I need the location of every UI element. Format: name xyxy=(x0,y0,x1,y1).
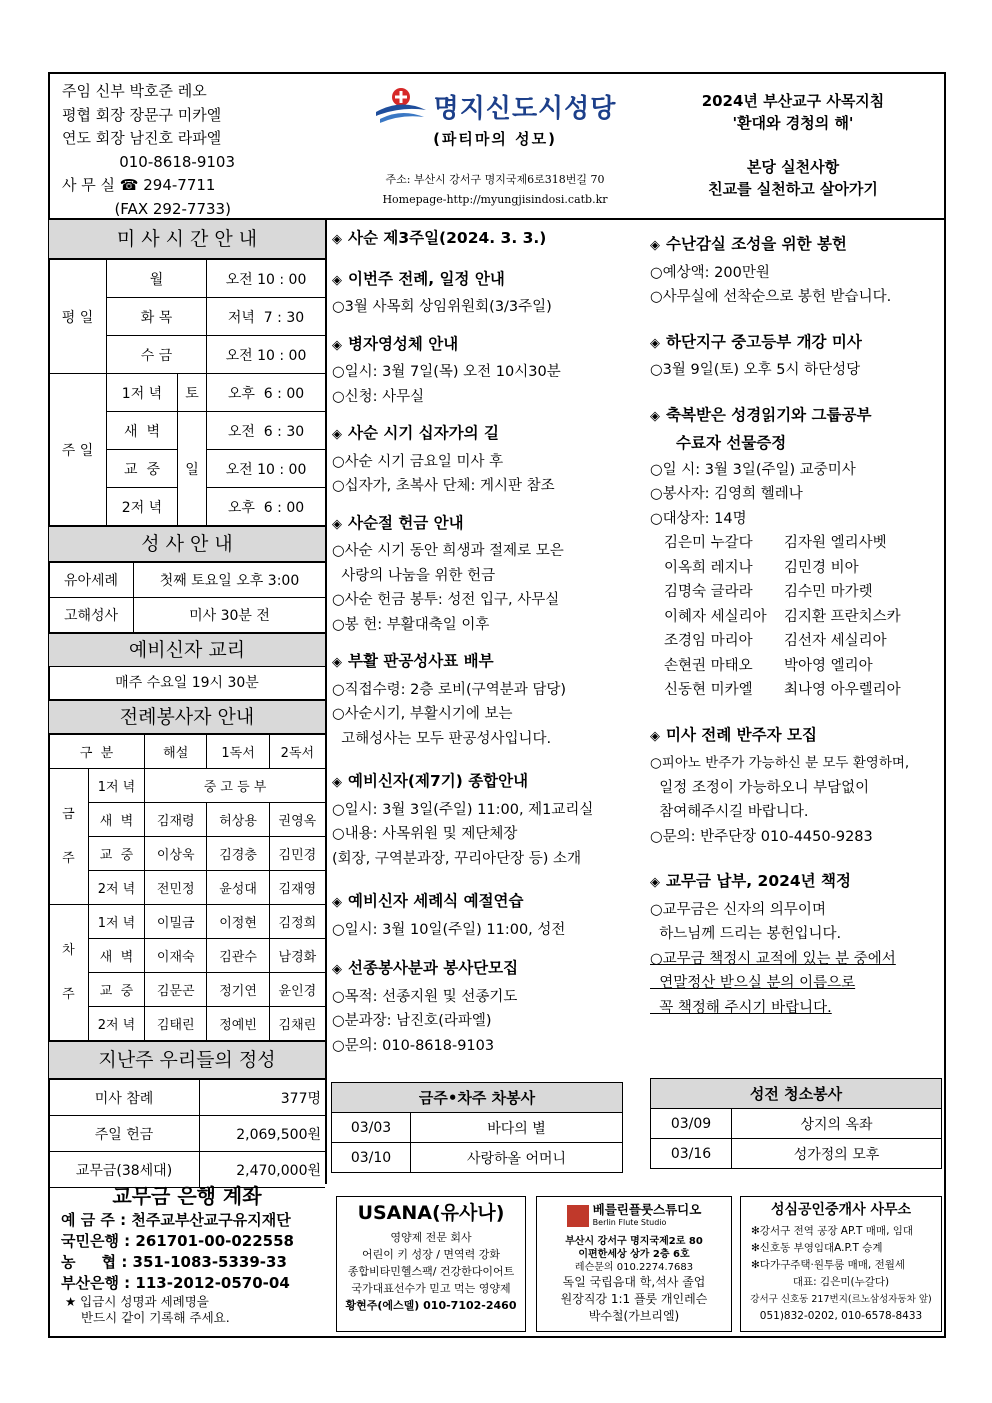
diamond-icon: ◈ xyxy=(332,232,342,247)
table-cell: 이재숙 xyxy=(145,939,207,973)
table-row xyxy=(49,1080,325,1116)
column-divider xyxy=(325,220,327,1184)
table-row xyxy=(49,871,325,905)
notice-line: ○내용: 사목위원 및 제단체장 xyxy=(332,826,518,842)
table-cell: 바다의 별 xyxy=(411,1113,623,1143)
table-cell: 권영옥 xyxy=(269,803,325,837)
catechumen-title: 예비신자 교리 xyxy=(49,633,325,667)
table-row xyxy=(332,1113,623,1143)
table-cell: 오전 10 : 00 xyxy=(207,336,326,374)
ad-line: 강서구 신호동 217번지(르노삼성자동차 앞) xyxy=(750,1294,932,1305)
list-item: 김은미 누갈다 김자원 엘리사벳 xyxy=(664,535,887,551)
staff-line: 연도 회장 남진호 라파엘 xyxy=(62,129,222,147)
table-cell: 미사 30분 전 xyxy=(134,598,326,633)
list-item: 이혜자 세실리아 김지환 프란치스카 xyxy=(664,608,901,625)
table-cell: 김채린 xyxy=(269,1007,325,1041)
table-cell: 1저 녁 xyxy=(88,769,144,803)
table-cell: 김태린 xyxy=(145,1007,207,1041)
table-cell: 김경충 xyxy=(207,837,269,871)
church-subtitle: (파티마의 성모) xyxy=(433,130,557,148)
notice-line: ○사순 헌금 봉투: 성전 입구, 사무실 xyxy=(332,592,560,608)
table-cell: 윤인경 xyxy=(269,973,325,1007)
list-item: 김명숙 글라라 김수민 마가렛 xyxy=(664,584,873,600)
ad-line: ✻다가구주택·원투룸 매매, 전월세 xyxy=(751,1259,906,1271)
diamond-icon: ◈ xyxy=(650,335,660,351)
notice-line: ○피아노 반주가 가능하신 분 모두 환영하며, xyxy=(650,755,910,771)
table-cell: 교 중 xyxy=(88,837,144,871)
notice-line: ○교무금은 신자의 의무이며 xyxy=(650,901,826,918)
table-cell: 03/16 xyxy=(651,1139,732,1169)
offerings-table xyxy=(49,1079,325,1188)
catechumen-schedule: 매주 수요일 19시 30분 xyxy=(49,667,325,700)
notice-line: ○봉사자: 김영희 헬레나 xyxy=(650,486,803,502)
table-cell: 김재령 xyxy=(145,803,207,837)
notice-line: 사랑의 나눔을 위한 헌금 xyxy=(332,567,496,584)
table-cell: 화 목 xyxy=(107,298,207,336)
table-cell: 첫째 토요일 오후 3:00 xyxy=(134,563,326,598)
table-cell: 오전 10 : 00 xyxy=(207,450,326,488)
notice-line: 일정 조정이 가능하오니 부담없이 xyxy=(650,779,870,796)
notice-line: ○사순 시기 동안 희생과 절제로 모은 xyxy=(332,543,564,559)
notice-line: ○직접수령: 2층 로비(구역분과 담당) xyxy=(332,681,566,698)
table-row xyxy=(651,1109,942,1139)
table-cell: 김관수 xyxy=(207,939,269,973)
section-heading: ◈ 부활 판공성사표 배부 xyxy=(332,652,494,670)
notice-line-underlined: 연말정산 받으실 분의 이름으로 xyxy=(650,975,856,991)
notice-line: 고해성사는 모두 판공성사입니다. xyxy=(332,730,552,747)
section-heading: ◈ 예비신자 세례식 예절연습 xyxy=(332,892,524,910)
table-cell: 이상욱 xyxy=(145,837,207,871)
table-cell: 토 xyxy=(178,374,207,412)
weekday-label: 평 일 xyxy=(49,260,107,374)
guideline-line: 본당 실천사항 xyxy=(746,158,840,176)
table-cell: 김문곤 xyxy=(145,973,207,1007)
table-row xyxy=(49,837,325,871)
ad-line: 레슨문의 010.2274.7683 xyxy=(574,1262,694,1273)
sacraments-title: 성 사 안 내 xyxy=(49,526,325,562)
table-cell: 미사 참례 xyxy=(49,1080,200,1116)
sunday-date-heading: ◈ 사순 제3주일(2024. 3. 3.) xyxy=(332,229,547,247)
middle-column xyxy=(332,226,642,1058)
diamond-icon: ◈ xyxy=(332,516,342,532)
notice-line: ○대상자: 14명 xyxy=(650,510,747,527)
mass-schedule-title: 미 사 시 간 안 내 xyxy=(49,220,325,259)
table-cell: 저녁 7 : 30 xyxy=(207,298,326,336)
table-row xyxy=(49,803,325,837)
sacraments-table xyxy=(49,562,325,633)
table-row xyxy=(49,1152,325,1188)
table-cell: 중 고 등 부 xyxy=(145,769,325,803)
diamond-icon: ◈ xyxy=(332,895,342,910)
list-item: 손현권 마태오 박아영 엘리아 xyxy=(664,657,873,674)
flute-studio-logo-icon xyxy=(567,1205,589,1227)
table-cell: 김민경 xyxy=(269,837,325,871)
table-cell: 1저 녁 xyxy=(107,374,178,412)
notice-line: ○문의: 010-8618-9103 xyxy=(332,1037,495,1054)
table-cell: 2,470,000원 xyxy=(200,1152,326,1188)
staff-line: 010-8618-9103 xyxy=(62,152,236,171)
usana-ad xyxy=(336,1196,526,1332)
church-address: 주소: 부산시 강서구 명지국제6로318번길 70 xyxy=(385,173,605,186)
guideline-line: '환대와 경청의 해' xyxy=(732,114,854,132)
ad-title: USANA(유사나) xyxy=(357,1202,505,1224)
bank-note: ★ 입금시 성명과 세례명을 xyxy=(65,1294,209,1309)
table-row xyxy=(49,735,325,769)
servers-table xyxy=(49,734,325,1041)
diamond-icon: ◈ xyxy=(332,427,342,442)
table-cell: 03/03 xyxy=(332,1113,411,1143)
notice-line: (회장, 구역분과장, 꾸리아단장 등) 소개 xyxy=(332,850,582,867)
table-row xyxy=(49,973,325,1007)
table-row xyxy=(49,260,325,298)
table-row xyxy=(49,939,325,973)
table-row xyxy=(49,563,325,598)
staff-line: (FAX 292-7733) xyxy=(62,199,231,218)
notice-line: ○3월 9일(토) 오후 5시 하단성당 xyxy=(650,362,861,378)
table-cell: 성가정의 모후 xyxy=(732,1139,942,1169)
notice-line: ○사순 시기 금요일 미사 후 xyxy=(332,453,504,470)
table-cell: 정예빈 xyxy=(207,1007,269,1041)
car-service-table xyxy=(331,1082,623,1173)
mass-schedule-table xyxy=(49,259,325,526)
table-cell: 일 xyxy=(178,412,207,526)
section-heading: ◈ 수난감실 조성을 위한 봉헌 xyxy=(650,235,847,253)
table-cell: 교 중 xyxy=(107,450,178,488)
table-cell: 03/10 xyxy=(332,1143,411,1173)
table-cell: 교무금(38세대) xyxy=(49,1152,200,1188)
ad-line: 국가대표선수가 믿고 먹는 영양제 xyxy=(351,1282,511,1295)
table-header: 해설 xyxy=(145,735,207,769)
diamond-icon: ◈ xyxy=(650,408,660,424)
bank-line: 부산은행 : 113-2012-0570-04 xyxy=(61,1274,290,1292)
ad-line: 어린이 키 성장 / 면역력 강화 xyxy=(361,1248,501,1261)
table-cell: 상지의 옥좌 xyxy=(732,1109,942,1139)
section-heading: ◈ 예비신자(제7기) 종합안내 xyxy=(332,772,529,790)
header-church xyxy=(330,80,660,206)
diamond-icon: ◈ xyxy=(332,337,342,353)
notice-line-underlined: ○교무금 책정시 교적에 있는 분 중에서 xyxy=(650,950,896,967)
ad-line: 박수철(가브리엘) xyxy=(588,1309,680,1323)
table-cell: 사랑하올 어머니 xyxy=(411,1143,623,1173)
section-heading: ◈ 교무금 납부, 2024년 책정 xyxy=(650,872,852,890)
diamond-icon: ◈ xyxy=(332,272,342,288)
table-cell: 새 벽 xyxy=(88,939,144,973)
offerings-title: 지난주 우리들의 정성 xyxy=(49,1041,325,1079)
table-cell: 김정희 xyxy=(269,905,325,939)
bank-line: 농 협 : 351-1083-5339-33 xyxy=(61,1253,287,1271)
table-header: 구 분 xyxy=(49,735,145,769)
table-cell: 오후 6 : 00 xyxy=(207,488,326,526)
section-heading: ◈ 하단지구 중고등부 개강 미사 xyxy=(650,332,862,351)
notice-line-underlined: 꼭 책정해 주시기 바랍니다. xyxy=(650,999,832,1016)
table-row xyxy=(49,905,325,939)
ad-line: ✻신호동 부영임대A.P.T 승계 xyxy=(751,1242,883,1254)
staff-line: 주임 신부 박호준 레오 xyxy=(62,82,207,100)
diamond-icon: ◈ xyxy=(332,775,342,790)
section-heading: ◈ 사순 시기 십자가의 길 xyxy=(332,424,499,442)
table-title: 성전 청소봉사 xyxy=(651,1079,942,1109)
table-cell: 오전 10 : 00 xyxy=(207,260,326,298)
cleaning-service-table xyxy=(650,1078,942,1169)
table-title: 금주•차주 차봉사 xyxy=(332,1083,623,1113)
table-cell: 주일 헌금 xyxy=(49,1116,200,1152)
table-cell: 이밀금 xyxy=(145,905,207,939)
right-column xyxy=(650,232,942,1020)
bank-line: 국민은행 : 261701-00-022558 xyxy=(61,1232,294,1250)
church-logo-icon xyxy=(374,86,428,126)
section-heading-cont: 수료자 선물증정 xyxy=(676,434,787,452)
section-heading: ◈ 사순절 헌금 안내 xyxy=(332,513,464,532)
notice-line: ○분과장: 남진호(라파엘) xyxy=(332,1013,492,1029)
table-cell: 남경화 xyxy=(269,939,325,973)
notice-line: ○일시: 3월 7일(목) 오전 10시30분 xyxy=(332,364,561,380)
recipient-list xyxy=(650,531,942,703)
table-cell: 교 중 xyxy=(88,973,144,1007)
table-row xyxy=(651,1079,942,1109)
notice-line: ○십자가, 초복사 단체: 게시판 참조 xyxy=(332,478,555,494)
ad-line: 독일 국립음대 학,석사 졸업 xyxy=(562,1275,706,1289)
bank-line: 예 금 주 : 천주교부산교구유지재단 xyxy=(61,1211,291,1229)
ad-line: 원장직강 1:1 플룻 개인레슨 xyxy=(560,1292,708,1306)
section-heading: ◈ 이번주 전례, 일정 안내 xyxy=(332,269,505,288)
table-cell: 고해성사 xyxy=(49,598,134,633)
section-heading: ◈ 선종봉사분과 봉사단모집 xyxy=(332,959,519,977)
sunday-label: 주 일 xyxy=(49,374,107,526)
notice-line: 하느님께 드리는 봉헌입니다. xyxy=(650,926,842,942)
table-row xyxy=(49,374,325,412)
table-cell: 이정현 xyxy=(207,905,269,939)
ad-line: 부산시 강서구 명지국제2로 80 xyxy=(565,1236,703,1247)
notice-line: ○일 시: 3월 3일(주일) 교중미사 xyxy=(650,461,856,478)
notice-line: ○신청: 사무실 xyxy=(332,388,425,405)
list-item: 조경임 마리아 김선자 세실리아 xyxy=(664,633,887,649)
notice-line: ○봉 헌: 부활대축일 이후 xyxy=(332,616,490,633)
notice-line: ○일시: 3월 10일(주일) 11:00, 성전 xyxy=(332,921,566,938)
notice-line: 참여해주시길 바랍니다. xyxy=(650,804,809,820)
staff-line: 평협 회장 장문구 미카엘 xyxy=(62,105,222,124)
servers-title: 전례봉사자 안내 xyxy=(49,700,325,734)
header-staff-info xyxy=(62,80,235,221)
list-item: 이옥희 레지나 김민경 비아 xyxy=(664,559,859,576)
table-row xyxy=(332,1083,623,1113)
bank-title: 교무금 은행 계좌 xyxy=(112,1184,262,1208)
table-row xyxy=(49,598,325,633)
table-header: 2독서 xyxy=(269,735,325,769)
table-cell: 2,069,500원 xyxy=(200,1116,326,1152)
bank-note: 반드시 같이 기록해 주세요. xyxy=(81,1310,230,1325)
ad-contact: 황현주(에스델) 010-7102-2460 xyxy=(345,1299,517,1312)
ad-line: 이편한세상 상가 2층 6호 xyxy=(578,1249,690,1260)
next-week-label: 차 주 xyxy=(49,905,88,1041)
table-header: 1독서 xyxy=(207,735,269,769)
notice-line: ○사순시기, 부활시기에 보는 xyxy=(332,706,513,722)
table-cell: 김재영 xyxy=(269,871,325,905)
ad-line: 대표: 김은미(누갈다) xyxy=(792,1276,890,1288)
table-cell: 2저 녁 xyxy=(88,1007,144,1041)
table-cell: 전민정 xyxy=(145,871,207,905)
table-cell: 03/09 xyxy=(651,1109,732,1139)
ad-line: ✻강서구 전역 공장 AP.T 매매, 임대 xyxy=(751,1225,914,1237)
table-cell: 윤성대 xyxy=(207,871,269,905)
table-cell: 월 xyxy=(107,260,207,298)
diamond-icon: ◈ xyxy=(332,962,342,977)
table-cell: 377명 xyxy=(200,1080,326,1116)
header-pastoral-guideline xyxy=(668,90,918,200)
table-row xyxy=(49,1116,325,1152)
notice-line: ○목적: 선종지원 및 선종기도 xyxy=(332,988,518,1005)
table-cell: 2저 녁 xyxy=(88,871,144,905)
table-row xyxy=(651,1139,942,1169)
this-week-label: 금 주 xyxy=(49,769,88,905)
notice-line: ○사무실에 선착순으로 봉헌 받습니다. xyxy=(650,289,892,305)
church-homepage-link[interactable]: Homepage-http://myungjisindosi.catb.kr xyxy=(382,193,608,206)
flute-studio-ad xyxy=(536,1196,732,1332)
notice-line: ○예상액: 200만원 xyxy=(650,264,770,281)
guideline-line: 2024년 부산교구 사목지침 xyxy=(701,92,885,110)
diamond-icon: ◈ xyxy=(650,875,660,890)
section-heading: ◈ 미사 전례 반주자 모집 xyxy=(650,725,817,744)
table-cell: 허상용 xyxy=(207,803,269,837)
list-item: 신동현 미카엘 최나영 아우렐리아 xyxy=(664,682,901,698)
table-cell: 새 벽 xyxy=(88,803,144,837)
ad-title: 베를린플룻스튜디오 xyxy=(592,1202,702,1217)
section-heading: ◈ 병자영성체 안내 xyxy=(332,334,459,353)
realty-ad xyxy=(740,1196,942,1332)
table-cell: 2저 녁 xyxy=(107,488,178,526)
table-row xyxy=(332,1143,623,1173)
guideline-line: 친교를 실천하고 살아가기 xyxy=(708,180,878,198)
ad-title: 성심공인중개사 사무소 xyxy=(770,1202,912,1218)
table-row xyxy=(49,769,325,803)
ad-line: 종합비타민헬스팩/ 건강한다이어트 xyxy=(347,1265,515,1278)
table-cell: 새 벽 xyxy=(107,412,178,450)
diamond-icon: ◈ xyxy=(650,728,660,744)
table-cell: 유아세례 xyxy=(49,563,134,598)
notice-line: ○문의: 반주단장 010-4450-9283 xyxy=(650,828,873,845)
notice-line: ○일시: 3월 3일(주일) 11:00, 제1교리실 xyxy=(332,801,594,818)
bank-account-info xyxy=(49,1184,325,1326)
staff-line: 사 무 실 ☎ 294-7711 xyxy=(62,176,216,194)
section-heading: ◈ 축복받은 성경읽기와 그룹공부 xyxy=(650,405,872,424)
diamond-icon: ◈ xyxy=(332,655,342,670)
diamond-icon: ◈ xyxy=(650,238,660,253)
table-cell: 1저 녁 xyxy=(88,905,144,939)
notice-line: ○3월 사목회 상임위원회(3/3주일) xyxy=(332,299,552,315)
table-cell: 오전 6 : 30 xyxy=(207,412,326,450)
church-name: 명지신도시성당 xyxy=(433,93,617,124)
table-cell: 오후 6 : 00 xyxy=(207,374,326,412)
table-cell: 정기연 xyxy=(207,973,269,1007)
table-cell: 수 금 xyxy=(107,336,207,374)
ad-subtitle: Berlin Flute Studio xyxy=(592,1218,667,1227)
left-column xyxy=(49,220,325,1188)
ad-line: 영양제 전문 회사 xyxy=(390,1231,472,1244)
table-row xyxy=(49,1007,325,1041)
ad-contact: 051)832-0202, 010-6578-8433 xyxy=(759,1310,923,1322)
